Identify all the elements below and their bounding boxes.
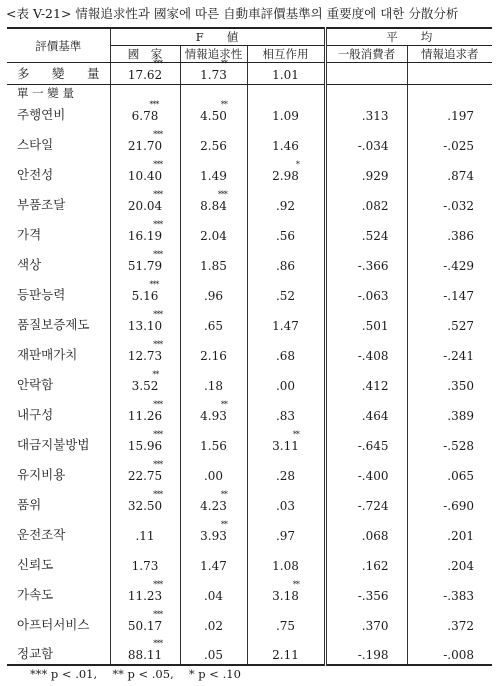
f-info-seeking-value: 2.56	[200, 139, 227, 153]
f-interaction-value: 3.18	[272, 589, 299, 603]
f-interaction-value: .56	[275, 229, 296, 243]
f-interaction-value: .28	[275, 469, 296, 483]
mean-seeker-value: .350	[447, 379, 474, 393]
significance-mark: ***	[153, 639, 163, 648]
table-row	[7, 575, 492, 605]
f-interaction-value: .68	[275, 349, 296, 363]
table-row	[7, 605, 492, 635]
f-nation-value: 3.52	[131, 379, 159, 393]
significance-mark: ***	[153, 340, 163, 349]
f-nation-value: 12.73	[127, 349, 163, 363]
f-info-seeking-value: 3.93	[200, 529, 227, 543]
f-interaction-value: 1.46	[272, 139, 299, 153]
table-row	[7, 485, 492, 515]
significance-mark: **	[292, 580, 299, 589]
f-info-seeking-value: .18	[203, 379, 224, 393]
mean-group-header: 平 均	[325, 28, 492, 46]
criterion-label: 주행연비	[17, 107, 66, 122]
col-header-general-consumer: 一般消費者	[325, 46, 407, 63]
f-interaction-value: .52	[275, 289, 296, 303]
significance-mark: ***	[153, 250, 163, 259]
table-row	[7, 365, 492, 395]
mean-general-value: .370	[361, 619, 389, 633]
f-info-seeking-value: 8.84	[200, 199, 227, 213]
f-nation-value: 21.70	[127, 139, 163, 153]
table-row	[7, 455, 492, 485]
f-nation-value: 13.10	[127, 319, 163, 333]
f-value-group-header: F 値	[110, 28, 325, 46]
f-nation-value: 51.79	[127, 259, 163, 273]
f-info-seeking-value: .02	[203, 619, 224, 633]
f-nation-value: 11.26	[127, 409, 163, 423]
table-row	[7, 425, 492, 455]
mean-general-value: -.356	[357, 589, 389, 603]
significance-mark: ***	[153, 160, 163, 169]
table-row	[7, 125, 492, 155]
f-nation-value: 10.40	[127, 169, 163, 183]
f-info-seeking-value: 1.85	[200, 259, 227, 273]
mean-seeker-value: -.008	[443, 648, 474, 662]
f-interaction-value: 3.11	[272, 439, 299, 453]
mean-seeker-value: .372	[447, 619, 474, 633]
f-info-seeking-value: .04	[203, 589, 224, 603]
mean-seeker-value: -.429	[443, 259, 474, 273]
table-row	[7, 275, 492, 305]
col-header-info-seeking: 情報追求性	[180, 46, 247, 63]
significance-mark: ***	[153, 580, 163, 589]
f-nation-value: 16.19	[127, 229, 163, 243]
criterion-label: 색상	[17, 257, 42, 272]
significance-mark: ***	[153, 130, 163, 139]
mean-general-value: .082	[361, 199, 389, 213]
significance-mark: ***	[149, 100, 159, 109]
significance-mark: **	[220, 490, 227, 499]
mean-general-value: -.034	[357, 139, 389, 153]
significance-mark: ***	[153, 490, 163, 499]
f-info-seeking-value: 4.23	[200, 499, 227, 513]
mean-seeker-value: -.528	[443, 439, 474, 453]
f-interaction-value: 1.47	[272, 319, 299, 333]
f-info-seeking-value: 4.50	[200, 109, 227, 123]
f-info-seeking-value: 4.93	[200, 409, 227, 423]
mean-general-value: .068	[361, 529, 389, 543]
mean-general-value: .464	[361, 409, 389, 423]
criterion-label: 품질보증제도	[17, 317, 90, 332]
table-row	[7, 103, 492, 125]
f-info-seeking-value: 1.49	[200, 169, 227, 183]
f-interaction-value: .92	[275, 199, 296, 213]
criterion-label: 부품조달	[17, 197, 66, 212]
f-info-seeking-value: 2.16	[200, 349, 227, 363]
mean-seeker-value: .386	[447, 229, 474, 243]
significance-mark: ***	[153, 430, 163, 439]
criterion-label: 등판능력	[17, 287, 66, 302]
table-row	[7, 63, 492, 85]
f-info-seeking-value: 2.04	[200, 229, 227, 243]
mean-seeker-value: .874	[447, 169, 474, 183]
significance-mark: ***	[149, 280, 159, 289]
f-info-seeking-value: 1.47	[200, 559, 227, 573]
f-interaction-value: .75	[275, 619, 296, 633]
mean-seeker-value: -.690	[443, 499, 474, 513]
mean-general-value: -.198	[357, 648, 389, 662]
subhead-row	[7, 85, 492, 104]
criterion-label: 유지비용	[17, 467, 66, 482]
criterion-label: 가격	[17, 227, 42, 242]
f-nation-value: 88.11	[127, 648, 163, 662]
f-info-seeking-value: .65	[203, 319, 224, 333]
f-nation-value: 50.17	[127, 619, 163, 633]
table-caption: <表 V-21> 情報追求性과 國家에 따른 自動車評價基準의 重要度에 대한 分散分析	[6, 6, 459, 21]
criterion-label: 운전조작	[17, 527, 66, 542]
criterion-label: 스타일	[17, 137, 54, 152]
significance-mark: ***	[217, 190, 227, 199]
mean-general-value: .412	[361, 379, 389, 393]
table-row	[7, 245, 492, 275]
table-row	[7, 155, 492, 185]
table-row	[7, 635, 492, 665]
table-row	[7, 515, 492, 545]
mean-general-value: -.408	[357, 349, 389, 363]
criterion-label: 내구성	[17, 407, 54, 422]
criterion-label: 가속도	[17, 587, 54, 602]
table-row	[7, 215, 492, 245]
f-interaction-value: 1.01	[272, 68, 299, 82]
criterion-label: 정교함	[7, 635, 110, 665]
f-info-seeking-value: .00	[203, 469, 224, 483]
significance-mark: ***	[153, 400, 163, 409]
f-nation-value: 6.78	[131, 109, 159, 123]
anova-table	[7, 27, 492, 666]
f-nation-value: 5.16	[131, 289, 159, 303]
table-body	[7, 59, 492, 666]
mean-seeker-value: .197	[447, 109, 474, 123]
f-nation-value: .11	[135, 529, 155, 543]
f-nation-value: 1.73	[131, 559, 159, 573]
f-interaction-value: .03	[275, 499, 296, 513]
mean-seeker-value: .527	[447, 319, 474, 333]
mean-seeker-value: -.032	[443, 199, 474, 213]
criterion-label: 안전성	[17, 167, 54, 182]
criterion-label: 多 變 量	[7, 63, 110, 85]
f-info-seeking-value: .96	[203, 289, 224, 303]
f-info-seeking-value: 1.73	[200, 68, 227, 82]
table-row	[7, 185, 492, 215]
criterion-label: 單 一 變 量	[17, 86, 74, 100]
significance-mark: ***	[153, 310, 163, 319]
mean-seeker-value: -.241	[443, 349, 474, 363]
f-interaction-value: 1.09	[272, 109, 299, 123]
table-row	[7, 545, 492, 575]
mean-seeker-value: .389	[447, 409, 474, 423]
f-nation-value: 20.04	[127, 199, 163, 213]
significance-mark: ***	[153, 460, 163, 469]
col-header-nation: 國 家	[110, 46, 180, 63]
mean-general-value: .501	[361, 319, 389, 333]
criterion-label: 안락함	[17, 377, 54, 392]
significance-footnote: *** p < .01, ** p < .05, * p < .10	[30, 667, 241, 681]
f-info-seeking-value: .05	[203, 648, 224, 662]
mean-general-value: -.400	[357, 469, 389, 483]
f-interaction-value: 2.11	[272, 648, 299, 662]
mean-seeker-value: .065	[447, 469, 474, 483]
f-interaction-value: .00	[275, 379, 296, 393]
mean-general-value: .929	[361, 169, 389, 183]
mean-general-value: .162	[361, 559, 389, 573]
mean-seeker-value: .204	[447, 559, 474, 573]
f-interaction-value: 2.98	[272, 169, 299, 183]
f-interaction-value: .83	[275, 409, 296, 423]
significance-mark: *	[295, 160, 299, 169]
f-interaction-value: .86	[275, 259, 296, 273]
col-header-info-seeker: 情報追求者	[407, 46, 492, 63]
significance-mark: ***	[153, 59, 163, 68]
mean-general-value: -.063	[357, 289, 389, 303]
f-nation-value: 32.50	[127, 499, 163, 513]
mean-general-value: .524	[361, 229, 389, 243]
criterion-label: 품위	[17, 497, 42, 512]
f-interaction-value: 1.08	[272, 559, 299, 573]
significance-mark: ***	[153, 220, 163, 229]
criterion-label: 대금지불방법	[17, 437, 90, 452]
mean-seeker-value: -.147	[443, 289, 474, 303]
mean-general-value: -.366	[357, 259, 389, 273]
criterion-label: 재판매가치	[17, 347, 78, 362]
f-nation-value: 15.96	[127, 439, 163, 453]
mean-general-value: -.724	[357, 499, 389, 513]
significance-mark: **	[220, 59, 227, 68]
mean-seeker-value: -.383	[443, 589, 474, 603]
significance-mark: **	[292, 430, 299, 439]
table-row	[7, 305, 492, 335]
f-nation-value: 11.23	[127, 589, 163, 603]
significance-mark: ***	[153, 610, 163, 619]
table-row	[7, 395, 492, 425]
col-header-interaction: 相互作用	[247, 46, 325, 63]
mean-general-value: -.645	[357, 439, 389, 453]
criterion-header: 評價基準	[7, 28, 110, 63]
mean-general-value: .313	[361, 109, 389, 123]
significance-mark: ***	[153, 190, 163, 199]
significance-mark: **	[220, 100, 227, 109]
criterion-label: 신뢰도	[17, 557, 54, 572]
mean-seeker-value: -.025	[443, 139, 474, 153]
significance-mark: **	[220, 400, 227, 409]
f-nation-value: 22.75	[127, 469, 163, 483]
significance-mark: **	[220, 520, 227, 529]
f-nation-value: 17.62	[127, 68, 163, 82]
criterion-label: 아프터서비스	[17, 617, 90, 632]
f-info-seeking-value: 1.56	[200, 439, 227, 453]
table-row	[7, 335, 492, 365]
f-interaction-value: .97	[275, 529, 296, 543]
significance-mark: **	[152, 370, 159, 379]
mean-seeker-value: .201	[447, 529, 474, 543]
